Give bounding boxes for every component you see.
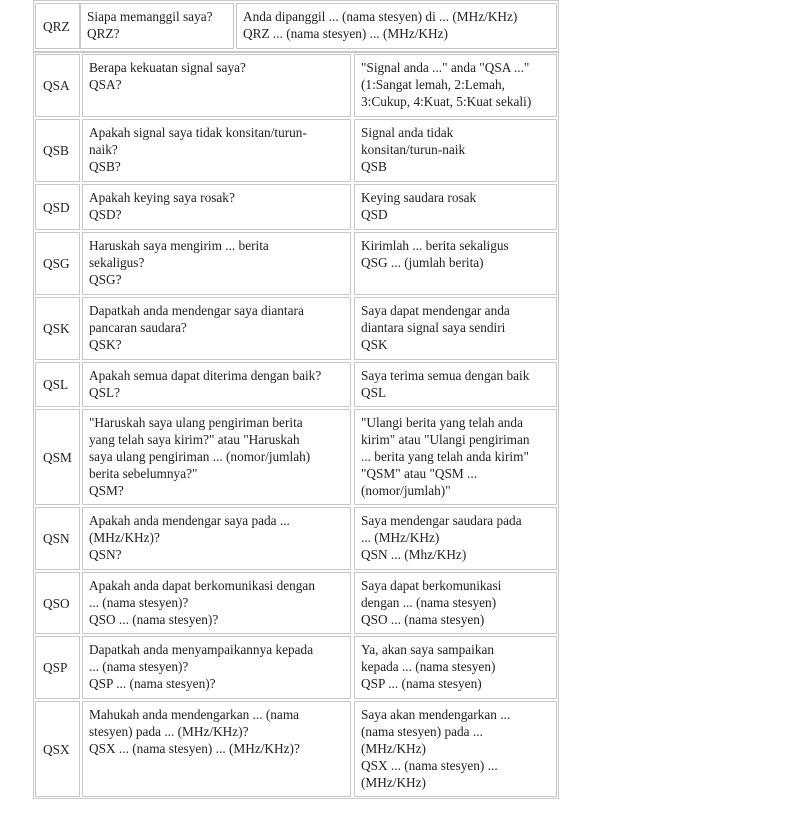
answer-line: QSL — [361, 385, 387, 400]
answer-line: QSX ... (nama stesyen) ... — [361, 758, 498, 773]
code-cell-qsn — [35, 507, 80, 570]
code-cell-qsx — [35, 701, 80, 797]
q-code-label: QSP — [43, 660, 68, 675]
answer-line: kepada ... (nama stesyen) — [361, 659, 496, 674]
question-line: "Haruskah saya ulang pengiriman berita — [89, 415, 303, 430]
q-code-label: QSX — [43, 741, 70, 757]
answer-line: Saya dapat berkomunikasi — [361, 578, 502, 593]
question-cell-qso — [82, 572, 351, 634]
answer-cell-qsd — [354, 184, 557, 230]
answer-line: Keying saudara rosak — [361, 190, 477, 205]
answer-cell-qsp — [354, 636, 557, 699]
question-line: naik? — [89, 142, 118, 157]
question-line: Siapa memanggil saya? — [87, 9, 213, 24]
q-code-label: QSG — [43, 256, 70, 271]
answer-line: Saya dapat mendengar anda — [361, 303, 510, 318]
question-line: Apakah signal saya tidak konsitan/turun- — [89, 125, 307, 140]
answer-line: QSO ... (nama stesyen) — [361, 612, 485, 627]
answer-line: Saya akan mendengarkan ... — [361, 707, 511, 722]
question-cell-qsm — [82, 409, 351, 505]
question-line: ... (nama stesyen)? — [89, 659, 189, 674]
q-code-label: QSA — [43, 78, 70, 93]
q-code-label: QSN — [43, 531, 70, 546]
answer-line: Saya terima semua dengan baik — [361, 368, 530, 383]
answer-line: "Signal anda ..." anda "QSA ..." — [361, 60, 530, 75]
answer-cell-qsx — [354, 701, 557, 797]
answer-line: 3:Cukup, 4:Kuat, 5:Kuat sekali) — [361, 94, 532, 109]
question-line: yang telah saya kirim?" atau "Haruskah — [89, 432, 300, 447]
question-line: Mahukah anda mendengarkan ... (nama — [89, 707, 300, 722]
question-line: QSD? — [89, 207, 122, 222]
answer-cell-qsn — [354, 507, 557, 570]
answer-cell-qsb — [354, 119, 557, 182]
q-code-label: QSM — [43, 449, 72, 465]
answer-line: diantara signal saya sendiri — [361, 320, 506, 335]
answer-line: QSD — [361, 207, 388, 222]
question-line: Haruskah saya mengirim ... berita — [89, 238, 269, 253]
answer-line: (1:Sangat lemah, 2:Lemah, — [361, 77, 506, 92]
code-cell-qrz — [35, 3, 80, 49]
q-code-label: QRZ — [43, 18, 70, 34]
answer-cell-qso — [354, 572, 557, 634]
answer-line: (nomor/jumlah)" — [361, 483, 451, 498]
answer-line: QSN ... (Mhz/KHz) — [361, 547, 467, 562]
answer-line: dengan ... (nama stesyen) — [361, 595, 497, 610]
answer-line: QSK — [361, 337, 388, 352]
answer-line: Kirimlah ... berita sekaligus — [361, 238, 509, 253]
question-cell-qsp — [82, 636, 351, 699]
question-line: QSG? — [89, 272, 122, 287]
question-line: Apakah semua dapat diterima dengan baik? — [89, 368, 322, 383]
question-cell-qsd — [82, 184, 351, 230]
q-code-label: QSK — [43, 321, 70, 336]
answer-line: Anda dipanggil ... (nama stesyen) di ... (MHz/KHz) — [243, 9, 518, 24]
code-cell-qsk — [35, 297, 80, 360]
code-cell-qsm — [35, 409, 80, 505]
question-line: Apakah anda dapat berkomunikasi dengan — [89, 578, 315, 593]
question-line: QSB? — [89, 159, 121, 174]
answer-cell-qsm — [354, 409, 557, 505]
question-line: QSN? — [89, 547, 122, 562]
answer-line: QSG ... (jumlah berita) — [361, 255, 484, 270]
answer-line: QRZ ... (nama stesyen) ... (MHz/KHz) — [243, 26, 448, 41]
question-line: berita sebelumnya?" — [89, 466, 198, 481]
answer-cell-qsl — [354, 362, 557, 407]
question-line: QSO ... (nama stesyen)? — [89, 612, 219, 627]
code-cell-qsg — [35, 232, 80, 295]
code-cell-qsa — [35, 54, 80, 117]
code-cell-qsl — [35, 362, 80, 407]
q-code-label: QSD — [43, 199, 70, 215]
answer-line: "Ulangi berita yang telah anda — [361, 415, 523, 430]
answer-cell-qsa — [354, 54, 557, 117]
answer-line: QSP ... (nama stesyen) — [361, 676, 482, 691]
answer-cell-qsg — [354, 232, 557, 295]
answer-line: ... (MHz/KHz) — [361, 530, 440, 545]
question-cell-qsg — [82, 232, 351, 295]
answer-cell-qsk — [354, 297, 557, 360]
question-line: (MHz/KHz)? — [89, 530, 160, 545]
question-cell-qsb — [82, 119, 351, 182]
question-line: saya ulang pengiriman ... (nomor/jumlah) — [89, 449, 311, 464]
question-cell-qsk — [82, 297, 351, 360]
answer-line: "QSM" atau "QSM ... — [361, 466, 478, 481]
question-line: Dapatkah anda menyampaikannya kepada — [89, 642, 314, 657]
question-line: Apakah keying saya rosak? — [89, 190, 235, 205]
question-line: stesyen) pada ... (MHz/KHz)? — [89, 724, 249, 739]
q-code-label: QSL — [43, 377, 69, 392]
answer-line: (MHz/KHz) — [361, 741, 426, 756]
question-line: Dapatkah anda mendengar saya diantara — [89, 303, 304, 318]
code-cell-qsd — [35, 184, 80, 230]
answer-line: Ya, akan saya sampaikan — [361, 642, 495, 657]
question-cell-qsn — [82, 507, 351, 570]
question-line: sekaligus? — [89, 255, 145, 270]
answer-line: (MHz/KHz) — [361, 775, 426, 790]
answer-line: ... berita yang telah anda kirim" — [361, 449, 529, 464]
question-line: QSM? — [89, 483, 124, 498]
question-line: QSK? — [89, 337, 122, 352]
answer-line: konsitan/turun-naik — [361, 142, 466, 157]
question-cell-qsl — [82, 362, 351, 407]
code-cell-qso — [35, 572, 80, 634]
question-line: QSA? — [89, 77, 122, 92]
q-code-label: QSO — [43, 595, 70, 611]
question-line: QSL? — [89, 385, 121, 400]
question-line: Apakah anda mendengar saya pada ... — [89, 513, 290, 528]
answer-line: kirim" atau "Ulangi pengiriman — [361, 432, 530, 447]
code-cell-qsb — [35, 119, 80, 182]
answer-line: QSB — [361, 159, 387, 174]
question-cell-qrz — [80, 3, 234, 49]
q-code-label: QSB — [43, 143, 69, 158]
answer-line: Saya mendengar saudara pada — [361, 513, 522, 528]
question-cell-qsa — [82, 54, 351, 117]
answer-line: Signal anda tidak — [361, 125, 454, 140]
question-line: QSP ... (nama stesyen)? — [89, 676, 216, 691]
code-cell-qsp — [35, 636, 80, 699]
question-line: pancaran saudara? — [89, 320, 187, 335]
answer-cell-qrz — [236, 3, 557, 49]
answer-line: (nama stesyen) pada ... — [361, 724, 483, 739]
question-line: QRZ? — [87, 26, 120, 41]
question-line: Berapa kekuatan signal saya? — [89, 60, 246, 75]
question-cell-qsx — [82, 701, 351, 797]
question-line: QSX ... (nama stesyen) ... (MHz/KHz)? — [89, 741, 300, 756]
question-line: ... (nama stesyen)? — [89, 595, 189, 610]
